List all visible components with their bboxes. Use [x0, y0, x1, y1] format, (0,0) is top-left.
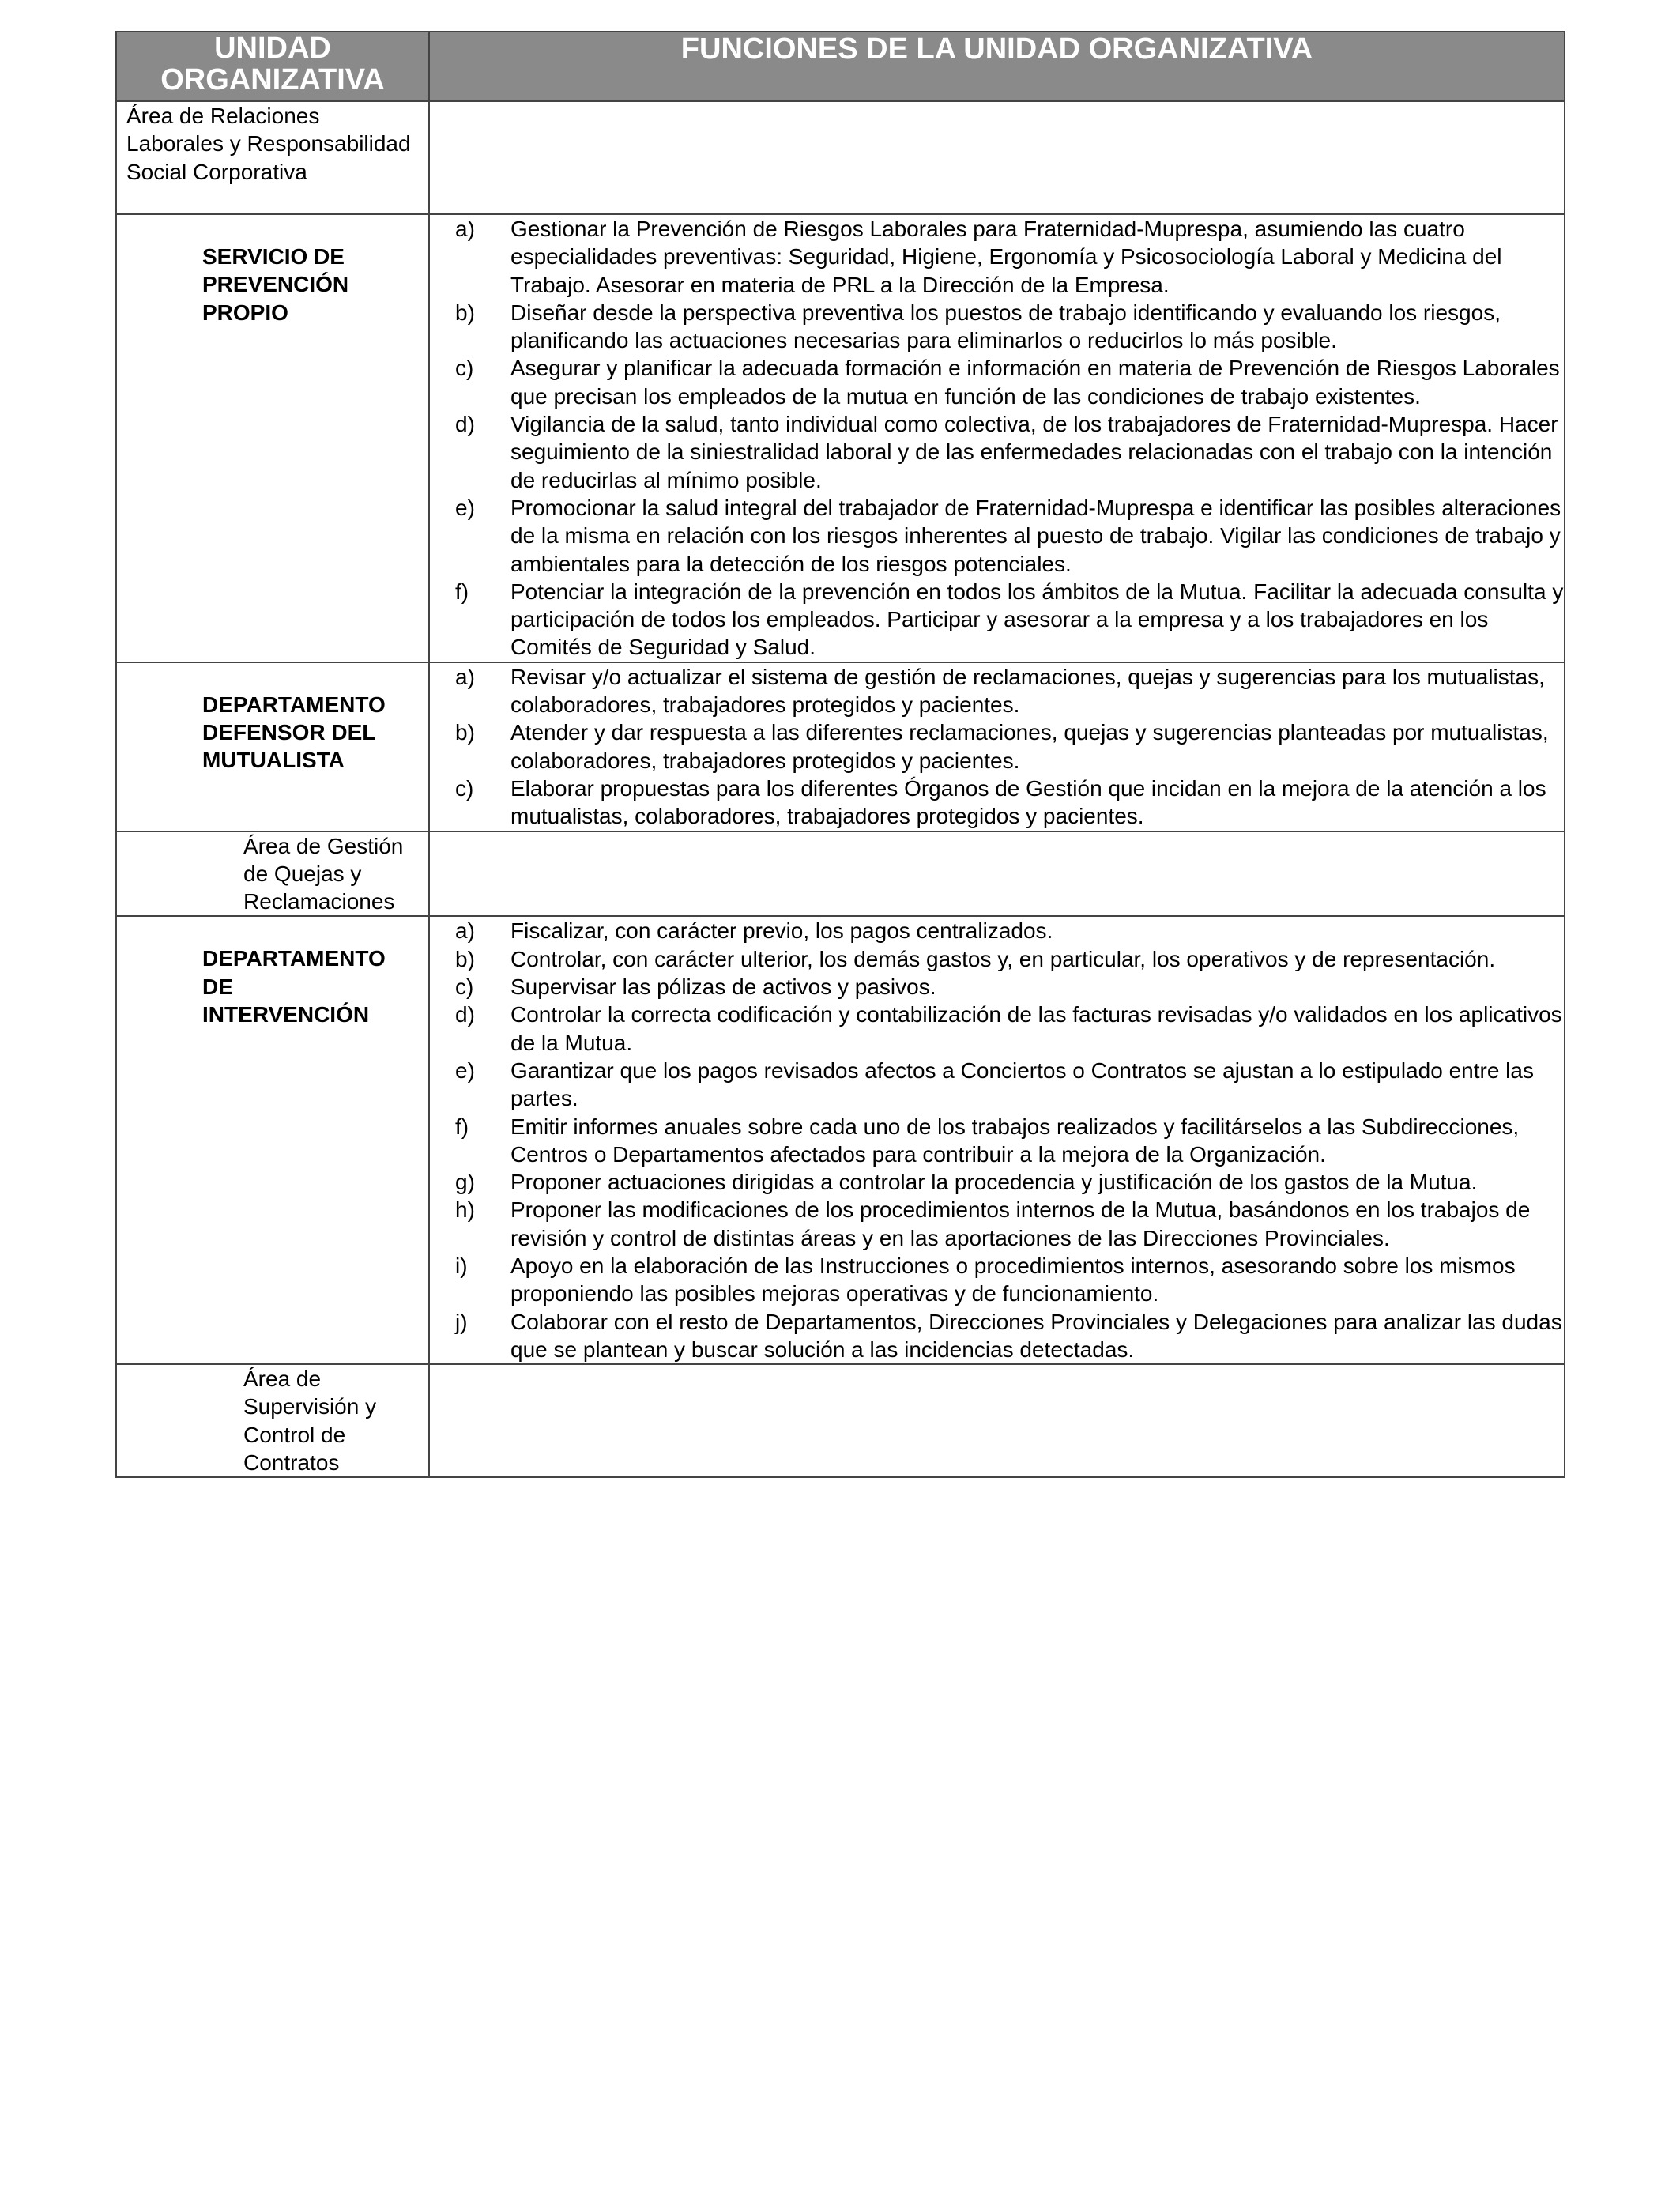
function-text: Potenciar la integración de la prevención en todos los ámbitos de la Mutua. Facilitar la adecuada consulta y participación de todos los empleados. Participar y asesorar a la empresa y a los trabajadores en los Comités de Seguridad y Salud. [510, 579, 1564, 660]
function-text: Proponer las modificaciones de los procedimientos internos de la Mutua, basándonos en los trabajos de revisión y control de distintas áreas y en las aportaciones de las Direcciones Provinciales. [510, 1197, 1531, 1250]
function-text: Vigilancia de la salud, tanto individual como colectiva, de los trabajadores de Fraternidad-Muprespa. Hacer seguimiento de la siniestralidad laboral y de las enfermedades relacionadas con el trabajo con la intención de reducirlas al mínimo posible. [510, 412, 1558, 492]
function-item [430, 775, 1564, 831]
function-item [430, 410, 1564, 494]
function-item [430, 1113, 1564, 1169]
function-letter: f) [455, 1114, 469, 1139]
table-row [116, 662, 1565, 831]
function-list [430, 917, 1564, 1363]
table-row [116, 831, 1565, 917]
function-letter: c) [455, 356, 474, 381]
unit-name: Área de Supervisión y Control de Contratos [243, 1367, 377, 1476]
function-text: Fiscalizar, con carácter previo, los pagos centralizados. [510, 918, 1053, 944]
function-letter: a) [455, 217, 475, 241]
header-functions: FUNCIONES DE LA UNIDAD ORGANIZATIVA [429, 32, 1565, 101]
function-text: Gestionar la Prevención de Riesgos Laborales para Fraternidad-Muprespa, asumiendo las cuatro especialidades preventivas: Seguridad, Higiene, Ergonomía y Psicosociología Laboral y Medicina del Trabajo. Asesorar en materia de PRL a la Dirección de la Empresa. [510, 217, 1502, 297]
function-item [430, 973, 1564, 1001]
function-letter: i) [455, 1253, 468, 1278]
unit-name: DEPARTAMENTO DE INTERVENCIÓN [202, 946, 386, 1027]
function-item [430, 215, 1564, 299]
function-text: Proponer actuaciones dirigidas a controlar la procedencia y justificación de los gastos de la Mutua. [510, 1170, 1478, 1195]
function-letter: b) [455, 720, 475, 745]
function-letter: b) [455, 946, 475, 971]
function-letter: c) [455, 775, 474, 801]
function-letter: c) [455, 974, 474, 1000]
function-list [430, 215, 1564, 662]
function-item [430, 917, 1564, 944]
unit-name: Área de Relaciones Laborales y Responsabilidad Social Corporativa [126, 104, 411, 184]
unit-name: DEPARTAMENTO DEFENSOR DEL MUTUALISTA [202, 692, 386, 773]
function-item [430, 945, 1564, 973]
unit-cell [116, 1364, 429, 1477]
functions-cell [429, 214, 1565, 662]
function-letter: e) [455, 1057, 475, 1083]
function-item [430, 494, 1564, 578]
table-row [116, 214, 1565, 662]
functions-cell [429, 916, 1565, 1364]
unit-cell [116, 662, 429, 831]
functions-cell [429, 831, 1565, 917]
function-text: Supervisar las pólizas de activos y pasivos. [510, 974, 936, 1000]
function-letter: d) [455, 1002, 475, 1027]
function-item [430, 1168, 1564, 1196]
function-item [430, 718, 1564, 775]
function-text: Atender y dar respuesta a las diferentes reclamaciones, quejas y sugerencias planteadas por mutualistas, colaboradores, trabajadores protegidos y pacientes. [510, 720, 1549, 773]
function-letter: d) [455, 412, 475, 437]
function-letter: h) [455, 1197, 475, 1223]
function-text: Controlar, con carácter ulterior, los demás gastos y, en particular, los operativos y de representación. [510, 946, 1496, 971]
function-letter: a) [455, 918, 475, 944]
function-text: Colaborar con el resto de Departamentos, Direcciones Provinciales y Delegaciones para analizar las dudas que se plantean y buscar solución a las incidencias detectadas. [510, 1309, 1562, 1362]
function-text: Diseñar desde la perspectiva preventiva los puestos de trabajo identificando y evaluando los riesgos, planificando las actuaciones necesarias para eliminarlos o reducirlos lo más posible. [510, 300, 1501, 353]
function-text: Emitir informes anuales sobre cada uno de los trabajos realizados y facilitárselos a las Subdirecciones, Centros o Departamentos afectados para contribuir a la mejora de la Organización. [510, 1114, 1520, 1167]
table-header-row [116, 32, 1565, 101]
function-letter: b) [455, 300, 475, 325]
function-list [430, 663, 1564, 831]
functions-cell [429, 662, 1565, 831]
function-item [430, 1252, 1564, 1308]
unit-cell [116, 831, 429, 917]
function-item [430, 1196, 1564, 1252]
unit-name: Área de Gestión de Quejas y Reclamaciones [243, 833, 404, 914]
function-item [430, 1057, 1564, 1113]
unit-cell [116, 916, 429, 1364]
function-letter: g) [455, 1170, 475, 1195]
function-letter: a) [455, 664, 475, 689]
function-text: Apoyo en la elaboración de las Instrucciones o procedimientos internos, asesorando sobre los mismos proponiendo las posibles mejoras operativas y de funcionamiento. [510, 1253, 1516, 1306]
function-text: Revisar y/o actualizar el sistema de gestión de reclamaciones, quejas y sugerencias para los mutualistas, colaboradores, trabajadores protegidos y pacientes. [510, 664, 1545, 718]
function-item [430, 354, 1564, 410]
unit-name: SERVICIO DE PREVENCIÓN PROPIO [202, 244, 349, 325]
function-letter: j) [455, 1309, 468, 1334]
function-text: Controlar la correcta codificación y contabilización de las facturas revisadas y/o validados en los aplicativos de la Mutua. [510, 1002, 1562, 1055]
functions-table [115, 31, 1565, 1478]
table-row [116, 101, 1565, 214]
function-text: Promocionar la salud integral del trabajador de Fraternidad-Muprespa e identificar las posibles alteraciones de la misma en relación con los riesgos inherentes al puesto de trabajo. Vigilar las condiciones de trabajo y ambientales para la detección de los riesgos potenciales. [510, 495, 1561, 576]
unit-cell [116, 214, 429, 662]
function-text: Asegurar y planificar la adecuada formación e información en materia de Prevención de Riesgos Laborales que precisan los empleados de la mutua en función de las condiciones de trabajo existentes. [510, 356, 1560, 409]
function-item [430, 663, 1564, 719]
function-item [430, 299, 1564, 355]
table-row [116, 1364, 1565, 1477]
unit-cell [116, 101, 429, 214]
table-row [116, 916, 1565, 1364]
function-letter: f) [455, 579, 469, 604]
function-text: Elaborar propuestas para los diferentes Órganos de Gestión que incidan en la mejora de la atención a los mutualistas, colaboradores, trabajadores protegidos y pacientes. [510, 775, 1546, 829]
functions-cell [429, 1364, 1565, 1477]
function-letter: e) [455, 495, 475, 520]
function-text: Garantizar que los pagos revisados afectos a Conciertos o Contratos se ajustan a lo estipulado entre las partes. [510, 1057, 1534, 1111]
header-unit: UNIDAD ORGANIZATIVA [116, 32, 429, 101]
function-item [430, 1308, 1564, 1364]
function-item [430, 578, 1564, 662]
function-item [430, 1001, 1564, 1057]
functions-cell [429, 101, 1565, 214]
